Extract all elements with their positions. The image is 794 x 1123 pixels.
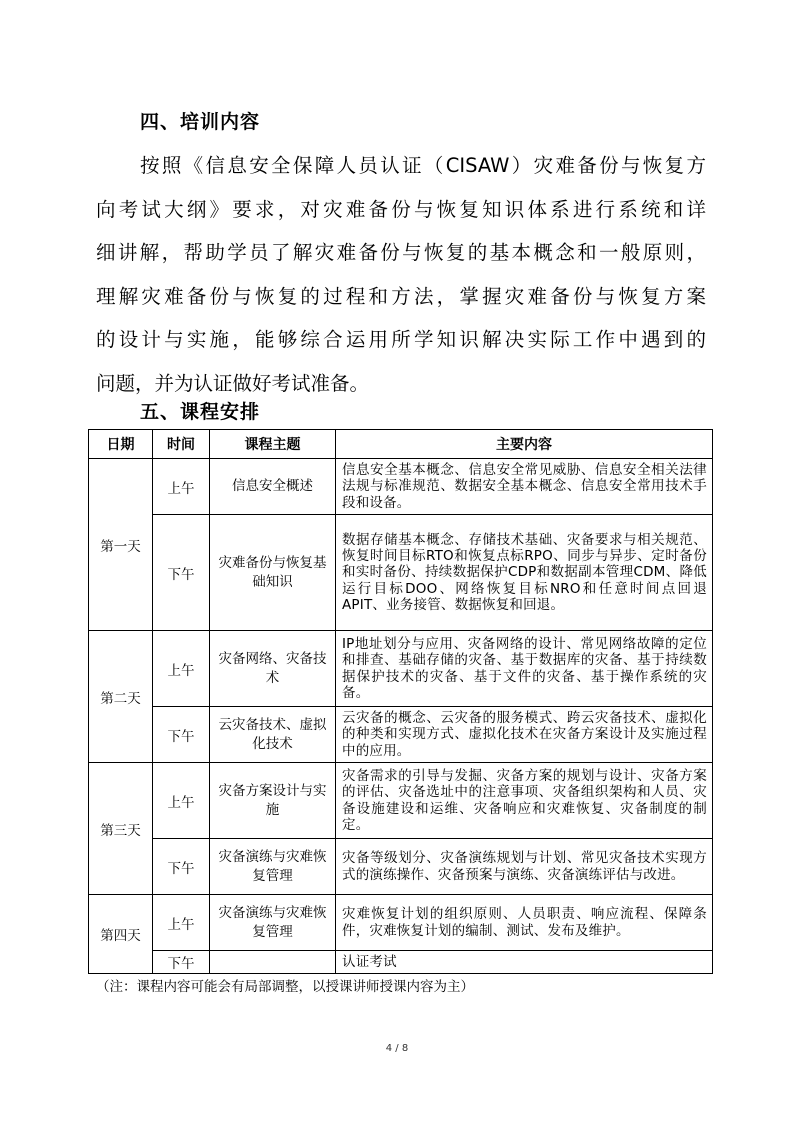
table-row — [89, 515, 713, 631]
table-header-row — [89, 430, 713, 459]
paragraph-line: 细讲解，帮助学员了解灾难备份与恢复的基本概念和一般原则， — [96, 241, 706, 264]
topic-cell: 云灾备技术、虚拟化技术 — [210, 707, 336, 763]
table-row — [89, 763, 713, 839]
time-cell: 上午 — [153, 631, 210, 707]
paragraph-line: 理解灾难备份与恢复的过程和方法，掌握灾难备份与恢复方案 — [96, 284, 706, 308]
topic-cell: 灾备方案设计与实施 — [210, 763, 336, 839]
content-cell: 信息安全基本概念、信息安全常见威胁、信息安全相关法律法规与标准规范、数据安全基本概念、信息安全常用技术手段和设备。 — [336, 459, 713, 515]
table-row — [89, 951, 713, 974]
time-cell: 上午 — [153, 459, 210, 515]
schedule-table — [88, 429, 713, 974]
content-cell: 灾备等级划分、灾备演练规划与计划、常见灾备技术实现方式的演练操作、灾备预案与演练、灾备演练评估与改进。 — [336, 839, 713, 895]
day-cell: 第四天 — [89, 895, 153, 974]
table-row — [89, 459, 713, 515]
topic-cell: 灾难备份与恢复基础知识 — [210, 515, 336, 631]
content-cell: 云灾备的概念、云灾备的服务模式、跨云灾备技术、虚拟化的种类和实现方式、虚拟化技术在灾备方案设计及实施过程中的应用。 — [336, 707, 713, 763]
header-date: 日期 — [89, 430, 153, 459]
content-cell: 认证考试 — [336, 951, 713, 974]
paragraph-line: 按照《信息安全保障人员认证（CISAW）灾难备份与恢复方 — [140, 154, 706, 177]
header-topic: 课程主题 — [210, 430, 336, 459]
page-number: 4 / 8 — [385, 1043, 409, 1054]
day-cell: 第三天 — [89, 763, 153, 895]
time-cell: 上午 — [153, 895, 210, 951]
day-cell: 第一天 — [89, 459, 153, 631]
content-cell: IP地址划分与应用、灾备网络的设计、常见网络故障的定位和排查、基础存储的灾备、基于数据库的灾备、基于持续数据保护技术的灾备、基于文件的灾备、基于操作系统的灾备。 — [336, 631, 713, 707]
time-cell: 下午 — [153, 951, 210, 974]
table-row — [89, 631, 713, 707]
header-content: 主要内容 — [336, 430, 713, 459]
time-cell: 下午 — [153, 839, 210, 895]
paragraph-line: 的设计与实施，能够综合运用所学知识解决实际工作中遇到的 — [96, 328, 706, 351]
section-4-paragraph — [96, 144, 706, 405]
paragraph-line: 问题，并为认证做好考试准备。 — [96, 371, 370, 395]
content-cell: 数据存储基本概念、存储技术基础、灾备要求与相关规范、恢复时间目标RTO和恢复点标RPO、同步与异步、定时备份和实时备份、持续数据保护CDP和数据副本管理CDM、降低运行目标DOO、网络恢复目标NRO和任意时间点回退APIT、业务接管、数据恢复和回退。 — [336, 515, 713, 631]
time-cell: 下午 — [153, 515, 210, 631]
paragraph-line: 向考试大纲》要求，对灾难备份与恢复知识体系进行系统和详 — [96, 197, 706, 221]
table-note: （注：课程内容可能会有局部调整，以授课讲师授课内容为主） — [96, 979, 474, 995]
table-row — [89, 839, 713, 895]
header-time: 时间 — [153, 430, 210, 459]
time-cell: 上午 — [153, 763, 210, 839]
section-5-heading: 五、课程安排 — [140, 401, 261, 423]
topic-cell: 灾备网络、灾备技术 — [210, 631, 336, 707]
topic-cell — [210, 951, 336, 974]
topic-cell: 灾备演练与灾难恢复管理 — [210, 839, 336, 895]
content-cell: 灾备需求的引导与发掘、灾备方案的规划与设计、灾备方案的评估、灾备选址中的注意事项、灾备组织架构和人员、灾备设施建设和运维、灾备响应和灾难恢复、灾备制度的制定。 — [336, 763, 713, 839]
section-4-heading: 四、培训内容 — [140, 111, 261, 133]
topic-cell: 灾备演练与灾难恢复管理 — [210, 895, 336, 951]
day-cell: 第二天 — [89, 631, 153, 763]
table-row — [89, 895, 713, 951]
time-cell: 下午 — [153, 707, 210, 763]
content-cell: 灾难恢复计划的组织原则、人员职责、响应流程、保障条件，灾难恢复计划的编制、测试、发布及维护。 — [336, 895, 713, 951]
topic-cell: 信息安全概述 — [210, 459, 336, 515]
table-row — [89, 707, 713, 763]
